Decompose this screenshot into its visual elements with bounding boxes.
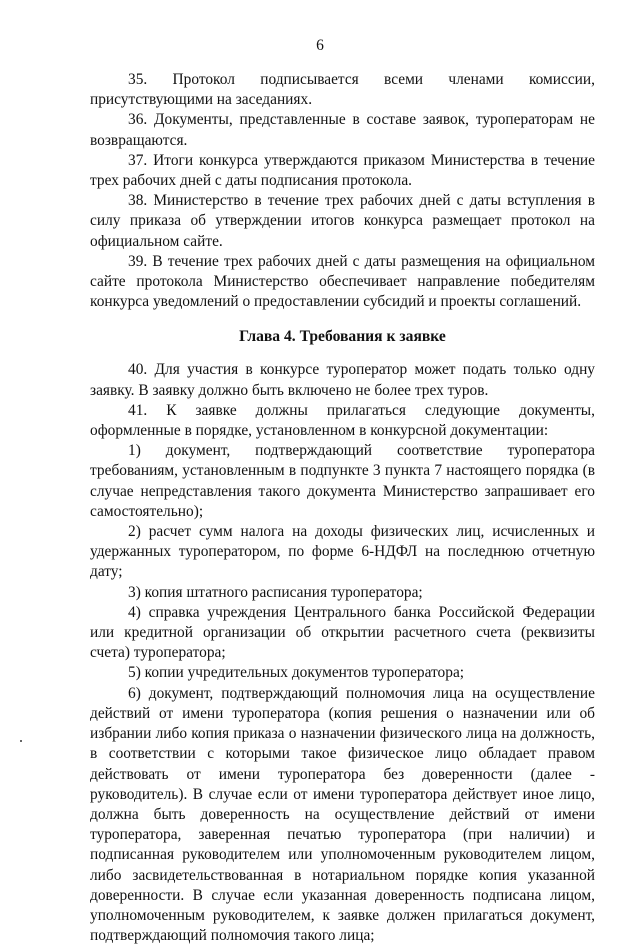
paragraph-35: 35. Протокол подписывается всеми членами комиссии, присутствующими на заседаниях. (90, 71, 595, 109)
list-item-4: 4) справка учреждения Центрального банка Российской Федерации или кредитной организации об открытии расчетного счета (реквизиты счета) туроператора; (90, 603, 595, 662)
page-number: 6 (316, 37, 324, 54)
paragraph-38: 38. Министерство в течение трех рабочих дней с даты вступления в силу приказа об утверждении итогов конкурса размещает протокол на официальном сайте. (90, 192, 595, 250)
paragraph-40: 40. Для участия в конкурсе туроператор может подать только одну заявку. В заявку должно быть включено не более трех туров. (90, 361, 595, 399)
scan-speck (20, 740, 22, 742)
list-item-3: 3) копия штатного расписания туроператора; (128, 583, 423, 601)
paragraph-36: 36. Документы, представленные в составе заявок, туроператорам не возвращаются. (90, 111, 595, 149)
list-item-5: 5) копии учредительных документов туроператора; (128, 664, 465, 682)
list-item-1: 1) документ, подтверждающий соответствие туроператора требованиям, установленным в подпункте 3 пункта 7 настоящего порядка (в случае непредставления такого документа Министерство запрашивает его самостоятельно); (90, 442, 595, 520)
paragraph-39: 39. В течение трех рабочих дней с даты размещения на официальном сайте протокола Министерство обеспечивает направление победителям конкурса уведомлений о предоставлении субсидий и проекты соглашений. (90, 252, 595, 311)
paragraph-37: 37. Итоги конкурса утверждаются приказом Министерства в течение трех рабочих дней с даты подписания протокола. (90, 151, 595, 190)
document-body (90, 70, 595, 946)
chapter-heading: Глава 4. Требования к заявке (239, 328, 446, 346)
list-item-6: 6) документ, подтверждающий полномочия лица на осуществление действий от имени туроператора (копия решения о назначении или об избрании либо копия приказа о назначении физического лица на должность, в соответствии с которыми такое физическое лицо обладает правом действовать от имени туроператора без доверенности (далее - руководитель). В случае если от имени туроператора действует иное лицо, должна быть доверенность на осуществление действий от имени туроператора, заверенная печатью туроператора (при наличии) и подписанная руководителем или уполномоченным руководителем лицом, либо засвидетельствованная в нотариальном порядке копия указанной доверенности. В случае если указанная доверенность подписана лицом, уполномоченным руководителем, к заявке должен прилагаться документ, подтверждающий полномочия такого лица; (90, 684, 595, 945)
list-item-2: 2) расчет сумм налога на доходы физических лиц, исчисленных и удержанных туроператором, по форме 6-НДФЛ на последнюю отчетную дату; (90, 523, 595, 581)
paragraph-41: 41. К заявке должны прилагаться следующие документы, оформленные в порядке, установленном в конкурсной документации: (90, 401, 595, 440)
